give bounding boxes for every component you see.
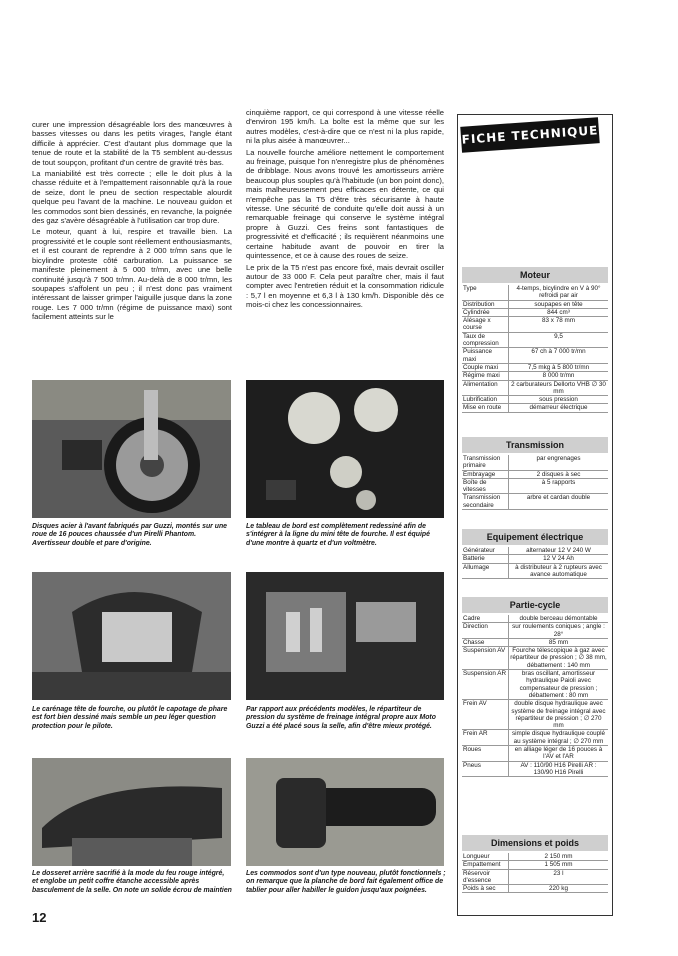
spec-label: Alimentation xyxy=(462,380,509,396)
paragraph: La maniabilité est très correcte ; elle le doit plus à la chasse réduite et à l'empattement raisonnable qu'à la roue de seize, dont le pneu de section respectable alourdit quelque peu l'avant de la machine. Le nouveau guidon et les commodos sont bien dessinés, en revanche, la poignée des gaz s'avère désagréable à l'utilisation car trop dure. xyxy=(32,169,232,226)
spec-row xyxy=(462,478,608,494)
spec-row xyxy=(462,372,608,380)
spec-value: 85 mm xyxy=(509,638,609,646)
spec-label: Alésage x course xyxy=(462,317,509,333)
paragraph: Le moteur, quant à lui, respire et travaille bien. La progressivité et le couple sont réellement enthousiasmants, et il est courant de reprendre à 2 000 tr/mn sans que le bicylindre proteste côté carburation. La puissance se manifeste pleinement à 5 000 tr/mn, avec une belle continuité jusqu'à 7 500 tr/mn. Au-delà de 8 000 tr/mn, les soupapes s'affolent un peu ; il n'est donc pas vraiment intéressant de laisser grimper l'aiguille jusque dans la zone rouge. Les 7 000 tr/mn (régime de puissance maxi) sont facilement atteints sur le xyxy=(32,227,232,322)
spec-table-electrique xyxy=(462,547,608,579)
spec-label: Roues xyxy=(462,746,509,762)
spec-row xyxy=(462,332,608,348)
spec-label: Pneus xyxy=(462,761,509,777)
spec-value: arbre et cardan double xyxy=(509,494,609,510)
spec-value: double berceau démontable xyxy=(509,615,609,623)
spec-table-transmission xyxy=(462,455,608,510)
spec-label: Boîte de vitesses xyxy=(462,478,509,494)
section-heading-transmission: Transmission xyxy=(462,437,608,453)
spec-row xyxy=(462,761,608,777)
spec-value: 4-temps, bicylindre en V à 90° refroidi par air xyxy=(509,285,609,300)
spec-value: à distributeur à 2 rupteurs avec avance automatique xyxy=(509,563,609,579)
spec-value: 12 V 24 Ah xyxy=(509,555,609,563)
spec-row xyxy=(462,363,608,371)
spec-label: Couple maxi xyxy=(462,363,509,371)
spec-value: démarreur électrique xyxy=(509,404,609,412)
spec-value: AV : 110/90 H16 Pirelli AR : 130/90 H16 Pirelli xyxy=(509,761,609,777)
spec-value: Fourche télescopique à gaz avec répartiteur de pression ; ∅ 38 mm, débattement : 140 mm xyxy=(510,647,607,669)
spec-label: Générateur xyxy=(462,547,509,555)
spec-label: Puissance maxi xyxy=(462,348,509,364)
spec-value: sur roulements coniques ; angle : 28° xyxy=(509,623,609,639)
spec-label: Transmission primaire xyxy=(462,455,509,470)
paragraph: curer une impression désagréable lors des manœuvres à basses vitesses ou dans les petits virages, l'angle étant difficile à apprécier. C'est d'autant plus dommage que la tenue de route et la stabilité de la T5 semblent au-dessus de tout soupçon, profitant d'un centre de gravité très bas. xyxy=(32,120,232,167)
spec-value: 2 disques à sec xyxy=(509,470,609,478)
spec-sheet-title-box xyxy=(460,117,599,153)
spec-value: 67 ch à 7 000 tr/mn xyxy=(509,348,609,364)
spec-label: Réservoir d'essence xyxy=(462,869,509,885)
paragraph: Le prix de la T5 n'est pas encore fixé, mais devrait osciller autour de 33 000 F. Cela peut paraître cher, mais il faut compter avec l'entretien réduit et la consommation ridicule : 5,7 l en moyenne et 6,3 l à 130 km/h. Disponible dès ce mois-ci chez les concessionnaires. xyxy=(246,262,444,310)
spec-label: Frein AR xyxy=(462,730,509,746)
spec-row xyxy=(462,404,608,412)
spec-value: 83 x 78 mm xyxy=(509,317,609,333)
spec-value: double disque hydraulique avec système de freinage intégral avec répartiteur de pression ; ∅ 270 mm xyxy=(509,700,609,730)
spec-label: Lubrification xyxy=(462,396,509,404)
caption-headlight-fairing: Le carénage tête de fourche, ou plutôt le capotage de phare est fort bien dessiné mais semble un peu léger question protection pour le pilote. xyxy=(32,706,228,730)
spec-value: à 5 rapports xyxy=(509,478,609,494)
photo-front-wheel xyxy=(32,380,231,518)
spec-row xyxy=(462,308,608,316)
spec-label: Mise en route xyxy=(462,404,509,412)
spec-value: 23 l xyxy=(509,869,609,885)
spec-label: Allumage xyxy=(462,563,509,579)
spec-label: Taux de compression xyxy=(462,332,509,348)
page-number: 12 xyxy=(32,910,47,925)
section-heading-electrique: Equipement électrique xyxy=(462,529,608,545)
spec-row xyxy=(462,647,608,670)
spec-row xyxy=(462,869,608,885)
spec-label: Frein AV xyxy=(462,700,509,730)
spec-row xyxy=(462,615,608,623)
photo-headlight-fairing xyxy=(32,572,231,700)
spec-label: Régime maxi xyxy=(462,372,509,380)
spec-label: Empattement xyxy=(462,861,509,869)
spec-row xyxy=(462,547,608,555)
photo-brake-distributor xyxy=(246,572,444,700)
spec-value: sous pression xyxy=(509,396,609,404)
spec-value: 220 kg xyxy=(509,885,609,893)
section-heading-cycle: Partie-cycle xyxy=(462,597,608,613)
photo-handlebar-switches xyxy=(246,758,444,866)
photo-rear-tail xyxy=(32,758,231,866)
spec-label: Direction xyxy=(462,623,509,639)
section-heading-dimensions: Dimensions et poids xyxy=(462,835,608,851)
spec-label: Cylindrée xyxy=(462,308,509,316)
caption-brake-distributor: Par rapport aux précédents modèles, le répartiteur de pression du système de freinage intégral propre aux Moto Guzzi a été placé sous la selle, afin d'être mieux protégé. xyxy=(246,706,436,730)
spec-label: Chasse xyxy=(462,638,509,646)
caption-handlebar-switches: Les commodos sont d'un type nouveau, plutôt fonctionnels ; on remarque que la planche de bord fait également office de tablier pour aller habiller le guidon jusqu'aux poignées. xyxy=(246,870,446,894)
spec-row xyxy=(462,730,608,746)
spec-row xyxy=(462,853,608,861)
caption-front-wheel: Disques acier à l'avant fabriqués par Guzzi, montés sur une roue de 16 pouces chaussée d'un Pirelli Phantom. Avertisseur double et pare d'origine. xyxy=(32,523,228,547)
spec-row xyxy=(462,885,608,893)
spec-label: Cadre xyxy=(462,615,509,623)
spec-table-moteur xyxy=(462,285,608,413)
spec-sheet-title: FICHE TECHNIQUE xyxy=(461,123,599,147)
spec-table-cycle xyxy=(462,615,608,777)
spec-label: Poids à sec xyxy=(462,885,509,893)
spec-value: 7,5 mkg à 5 800 tr/mn xyxy=(509,363,609,371)
spec-row xyxy=(462,861,608,869)
spec-row xyxy=(462,563,608,579)
article-column-1 xyxy=(32,120,232,324)
section-heading-moteur: Moteur xyxy=(462,267,608,283)
spec-value: 1 505 mm xyxy=(509,861,609,869)
spec-value: 9,5 xyxy=(509,332,609,348)
spec-label: Distribution xyxy=(462,300,509,308)
spec-row xyxy=(462,494,608,510)
spec-label: Type xyxy=(462,285,509,300)
spec-value: bras oscillant, amortisseur hydraulique Paioli avec compensateur de pression ; débattement : 80 mm xyxy=(509,670,609,700)
spec-row xyxy=(462,638,608,646)
spec-row xyxy=(462,396,608,404)
spec-value: simple disque hydraulique couplé au système intégral ; ∅ 270 mm xyxy=(509,730,609,746)
spec-table-dimensions xyxy=(462,853,608,893)
spec-row xyxy=(462,555,608,563)
spec-value: en alliage léger de 16 pouces à l'AV et l'AR xyxy=(509,746,609,762)
spec-row xyxy=(462,455,608,470)
spec-row xyxy=(462,700,608,730)
spec-value: 2 carburateurs Dellorto VHB ∅ 30 mm xyxy=(509,380,609,396)
spec-label: Longueur xyxy=(462,853,509,861)
spec-row xyxy=(462,348,608,364)
spec-row xyxy=(462,317,608,333)
spec-row xyxy=(462,670,608,700)
paragraph: La nouvelle fourche améliore nettement le comportement au freinage, puisque l'on n'enregistre plus de phénomènes de dribblage. Nous avons trouvé les amortisseurs arrière beaucoup plus souples qu'à l'habitude (un bon point donc), mais malheureusement peu efficaces en détente, ce qui n'empêche pas la T5 d'être très sécurisante à haute vitesse. Une sécurité de conduite qu'elle doit aussi à un remarquable freinage qui conserve le système intégral propre à Guzzi. Ces freins sont fantastiques de progressivité et d'efficacité ; ils requièrent néanmoins une certaine habitude avant de pouvoir en tirer la quintessence, et ce à cause des roues de seize. xyxy=(246,147,444,261)
spec-row xyxy=(462,380,608,396)
spec-row xyxy=(462,285,608,300)
photo-dashboard xyxy=(246,380,444,518)
spec-label: Batterie xyxy=(462,555,509,563)
spec-value: alternateur 12 V 240 W xyxy=(509,547,609,555)
spec-row xyxy=(462,300,608,308)
spec-label: Suspension AR xyxy=(462,670,509,700)
caption-rear-tail: Le dosseret arrière sacrifié à la mode du feu rouge intégré, et englobe un petit coffre étanche accessible après basculement de la selle. On note un solide écrou de maintien xyxy=(32,870,232,894)
paragraph: cinquième rapport, ce qui correspond à une vitesse réelle d'environ 195 km/h. La boîte est la même que sur les autres modèles, c'est-à-dire que ce n'est ni la plus rapide, ni la plus aisée à manœuvrer... xyxy=(246,108,444,146)
spec-row xyxy=(462,470,608,478)
caption-dashboard: Le tableau de bord est complètement redessiné afin de s'intégrer à la ligne du mini tête de fourche. Il est équipé d'une montre à quartz et d'un voltmètre. xyxy=(246,523,430,547)
spec-value: soupapes en tête xyxy=(509,300,609,308)
spec-label: Suspension AV xyxy=(462,647,509,670)
spec-value: par engrenages xyxy=(509,455,609,470)
spec-sheet xyxy=(457,114,613,916)
spec-row xyxy=(462,746,608,762)
spec-value: 2 150 mm xyxy=(509,853,609,861)
article-column-2 xyxy=(246,108,444,312)
spec-value: 844 cm³ xyxy=(509,308,609,316)
spec-label: Transmission secondaire xyxy=(462,494,509,510)
spec-value: 8 000 tr/mn xyxy=(509,372,609,380)
spec-row xyxy=(462,623,608,639)
spec-label: Embrayage xyxy=(462,470,509,478)
